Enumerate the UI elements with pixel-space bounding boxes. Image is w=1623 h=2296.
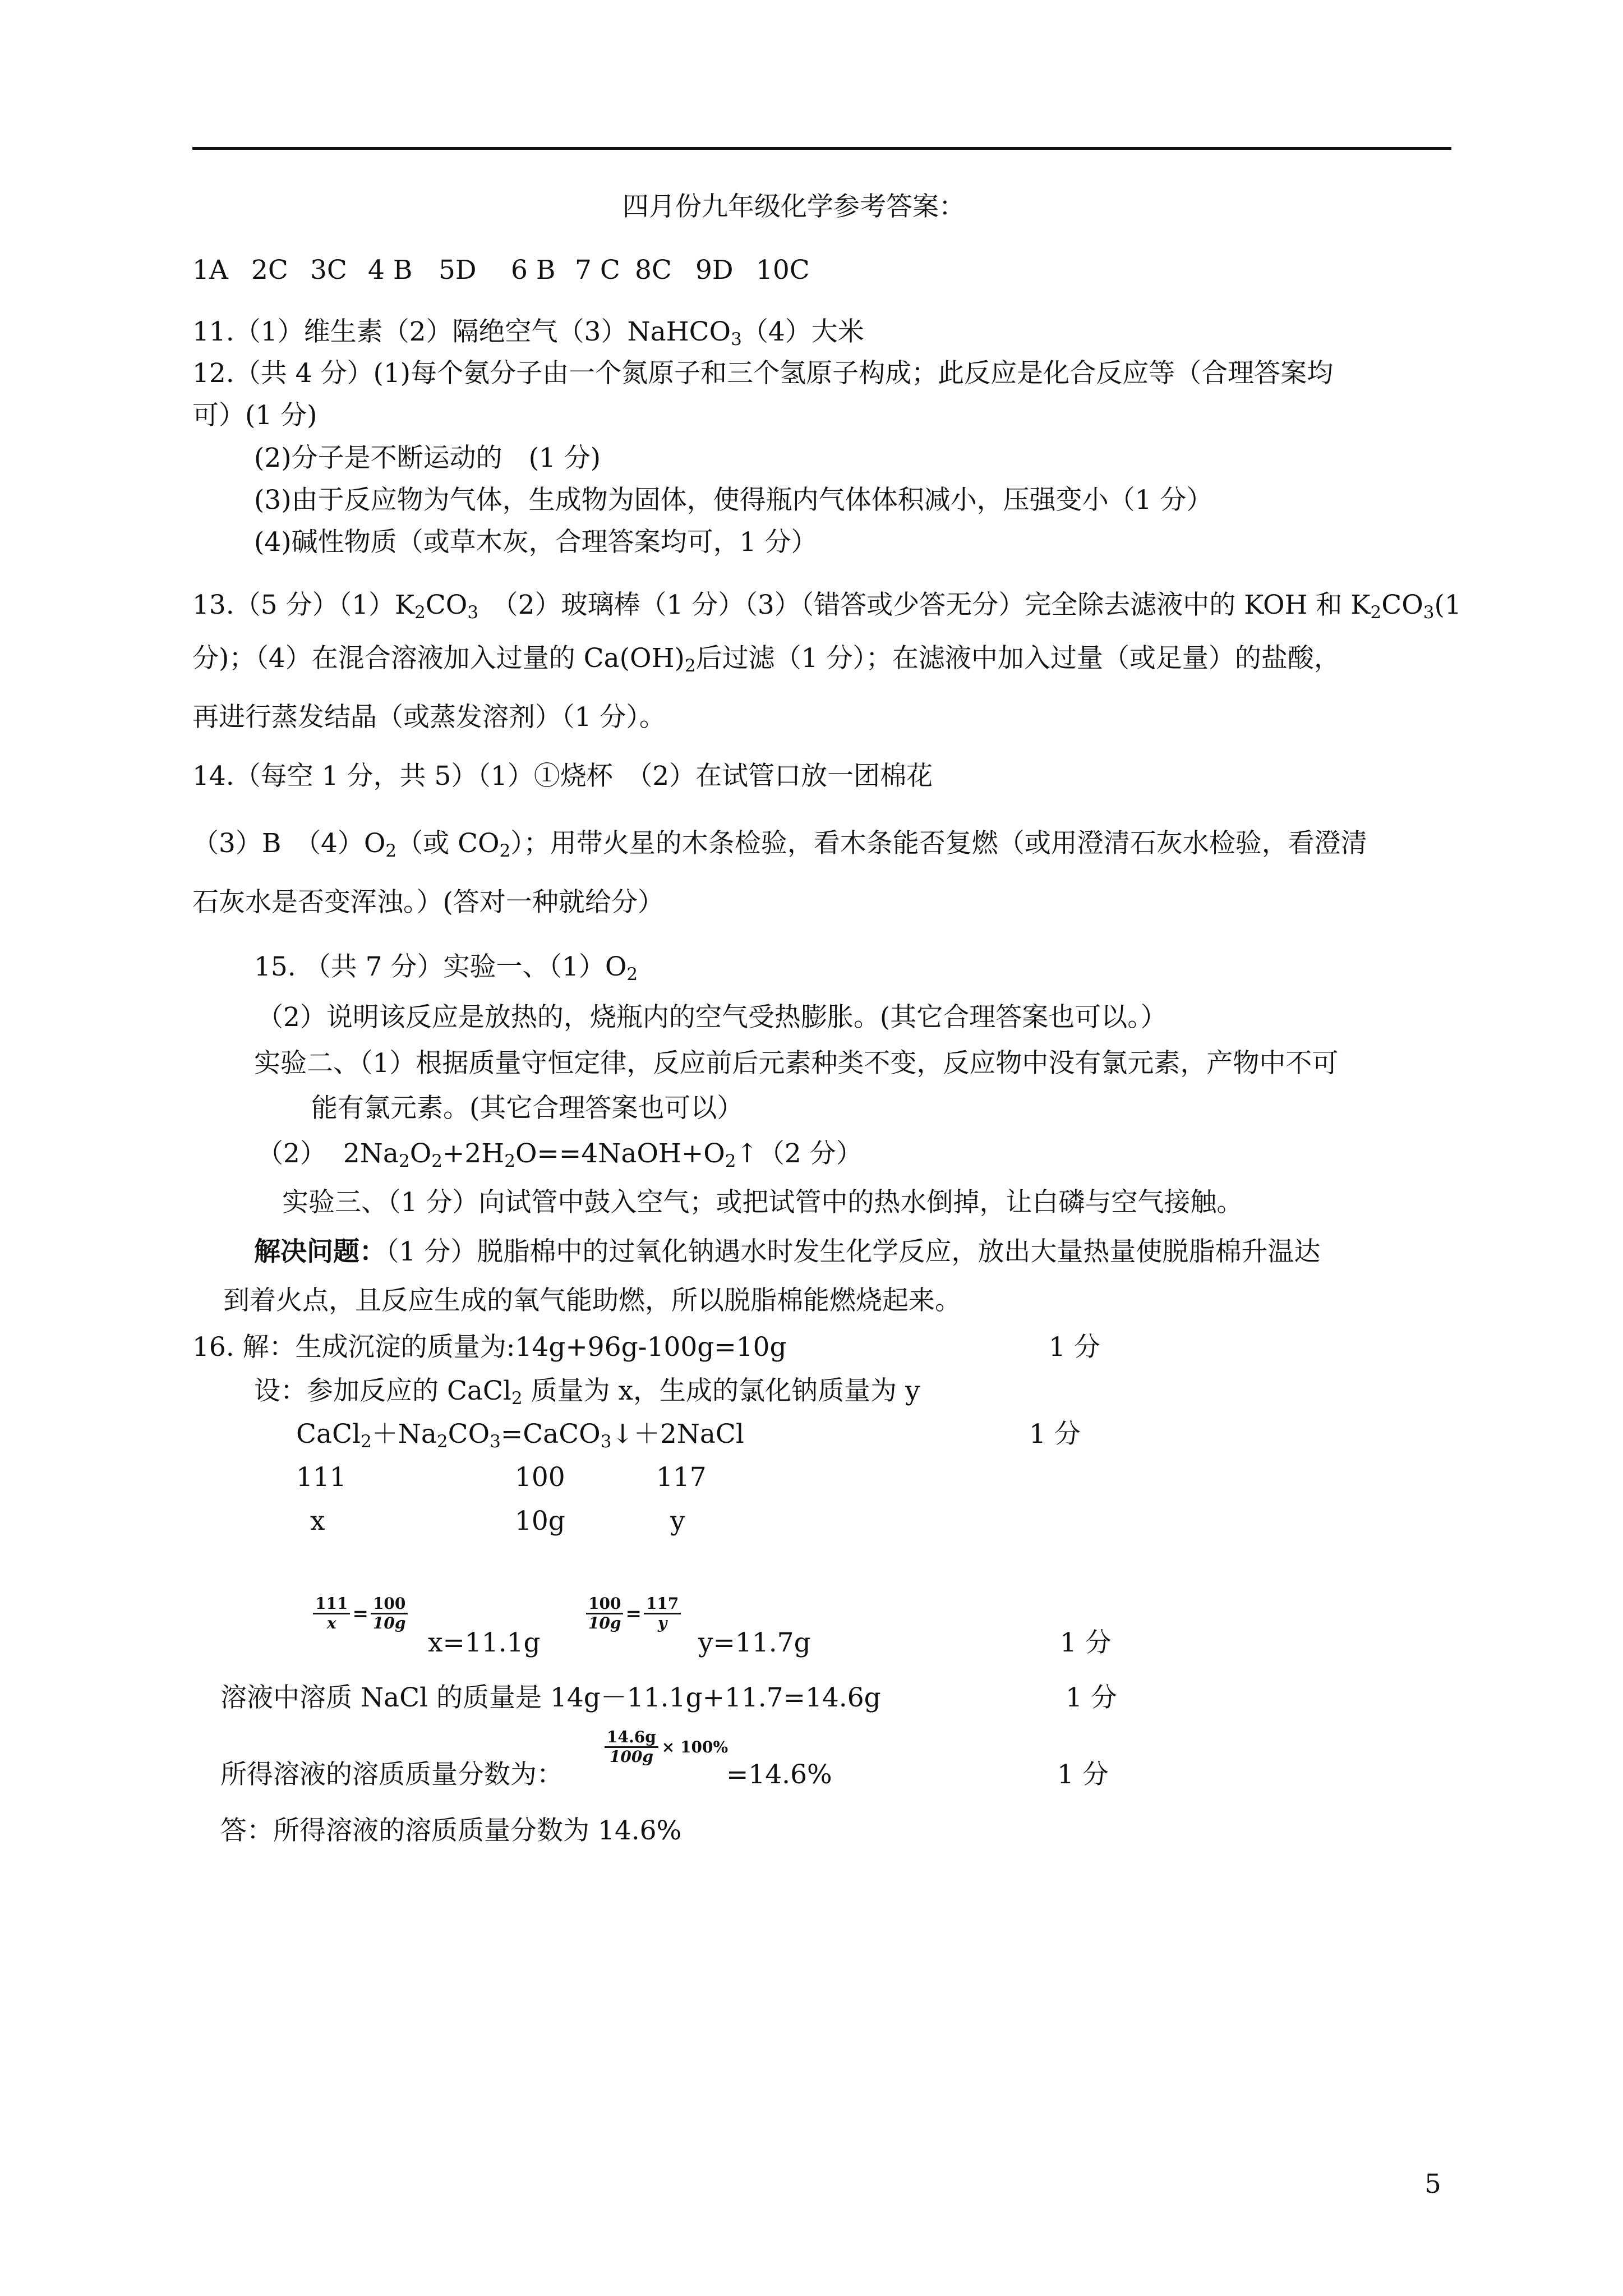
variable: y bbox=[670, 1506, 685, 1536]
mc-answer: 5D bbox=[439, 255, 477, 286]
q16-line-3: 溶液中溶质 NaCl 的质量是 14g－11.1g+11.7=14.6g bbox=[220, 1682, 881, 1713]
result-y: y=11.7g bbox=[698, 1627, 811, 1658]
variable: x bbox=[310, 1506, 325, 1536]
solve-label: 解决问题： bbox=[254, 1236, 386, 1267]
q15-line-7: 解决问题：（1 分）脱脂棉中的过氧化钠遇水时发生化学反应，放出大量热量使脱脂棉升温达 bbox=[254, 1236, 1321, 1267]
mc-answer: 3C bbox=[310, 255, 347, 286]
q13-line-3: 再进行蒸发结晶（或蒸发溶剂）（1 分）。 bbox=[192, 702, 666, 733]
q13-line-1: 13.（5 分）$(1)K_2CO_3$ （2）玻璃棒（1 分）（3）（错答或少答无分）完全除去滤液中的 KOH 和 $K_2CO_3(1$ bbox=[192, 590, 1461, 623]
q15-line-4: 能有氯元素。(其它合理答案也可以） bbox=[311, 1093, 744, 1124]
variable: 10g bbox=[515, 1506, 565, 1536]
q12-line-2: 可）(1 分) bbox=[192, 400, 317, 431]
q15-line-2: （2）说明该反应是放热的，烧瓶内的空气受热膨胀。(其它合理答案也可以。） bbox=[257, 1002, 1167, 1033]
page-title: 四月份九年级化学参考答案： bbox=[623, 191, 965, 222]
q13-line-2: 分)；（4）在混合溶液加入过量的 $Ca(OH)_2$后过滤（1 分）；在滤液中加入过量（或足量）的盐酸， bbox=[192, 643, 1340, 676]
q11-answer: 11.（1）维生素（2）隔绝空气（3）NaHCO$_3$（4）大米 bbox=[192, 316, 864, 349]
header-rule bbox=[192, 147, 1451, 150]
q12-line-5: (4)碱性物质（或草木灰，合理答案均可，1 分） bbox=[254, 527, 818, 558]
q12-line-4: (3)由于反应物为气体，生成物为固体，使得瓶内气体体积减小，压强变小（1 分） bbox=[254, 485, 1213, 516]
q14-line-2: （3）B $(4)O_2$（或 $CO_2$）；用带火星的木条检验，看木条能否复燃（或用澄清石灰水检验，看澄清 bbox=[192, 828, 1367, 861]
mc-answer: 2C bbox=[251, 255, 288, 286]
proportion-2: $\frac{100}{10g}$ = $\frac{117}{y}$ bbox=[586, 1596, 681, 1631]
result-x: x=11.1g bbox=[428, 1627, 541, 1658]
q12-line-1: 12.（共 4 分）(1)每个氨分子由一个氮原子和三个氢原子构成；此反应是化合反应等（合理答案均 bbox=[192, 358, 1334, 389]
q15-line-8: 到着火点，且反应生成的氧气能助燃，所以脱脂棉能燃烧起来。 bbox=[223, 1285, 961, 1316]
q16-line-2: 设：参加反应的 CaCl$_2$ 质量为 x，生成的氯化钠质量为 y bbox=[254, 1375, 920, 1409]
q14-line-1: 14.（每空 1 分，共 5）（1）①烧杯 （2）在试管口放一团棉花 bbox=[192, 761, 933, 792]
q16-conclusion: 答：所得溶液的溶质质量分数为 14.6% bbox=[220, 1815, 682, 1846]
mc-answer: 8C bbox=[635, 255, 672, 286]
q15-equation: （2） $2Na_2O_2+2H_2O==4NaOH+O_2↑(2$ 分） bbox=[257, 1138, 863, 1171]
q15-line-1: 15. （共 7 分）实验一、$(1)O_2$ bbox=[254, 951, 638, 984]
score: 1 分 bbox=[1060, 1627, 1112, 1658]
q16-equation: $CaCl_2+Na_2CO_3=CaCO_3↓+2NaCl$ bbox=[296, 1419, 744, 1452]
mc-answer: 1A bbox=[192, 255, 228, 286]
mc-answer: 4 B bbox=[368, 255, 413, 286]
page-number: 5 bbox=[1424, 2169, 1441, 2200]
percent-result: =14.6% bbox=[726, 1759, 832, 1790]
score: 1 分 bbox=[1066, 1682, 1117, 1713]
q16-line-4: 所得溶液的溶质质量分数为： bbox=[220, 1759, 563, 1790]
q14-line-3: 石灰水是否变浑浊。）(答对一种就给分） bbox=[192, 887, 664, 918]
q12-line-3: (2)分子是不断运动的 (1 分) bbox=[254, 443, 601, 473]
q15-line-3: 实验二、（1）根据质量守恒定律，反应前后元素种类不变，反应物中没有氯元素，产物中不可 bbox=[254, 1048, 1339, 1079]
mc-answer: 7 C bbox=[575, 255, 620, 286]
mc-answer: 9D bbox=[695, 255, 734, 286]
score: 1 分 bbox=[1029, 1419, 1081, 1450]
percent-fraction: $\frac{14.6g}{100g}$ × 100% bbox=[605, 1729, 731, 1765]
molar-mass: 100 bbox=[515, 1462, 565, 1493]
q15-line-6: 实验三、（1 分）向试管中鼓入空气；或把试管中的热水倒掉，让白磷与空气接触。 bbox=[282, 1187, 1243, 1218]
mc-answer: 10C bbox=[756, 255, 810, 286]
proportion-1: $\frac{111}{x}$ = $\frac{100}{10g}$ bbox=[313, 1596, 408, 1631]
q16-line-1: 16. 解：生成沉淀的质量为:14g+96g-100g=10g bbox=[192, 1332, 787, 1363]
score: 1 分 bbox=[1049, 1332, 1100, 1363]
molar-mass: 111 bbox=[296, 1462, 347, 1493]
score: 1 分 bbox=[1057, 1759, 1109, 1790]
molar-mass: 117 bbox=[656, 1462, 707, 1493]
mc-answer: 6 B bbox=[511, 255, 556, 286]
